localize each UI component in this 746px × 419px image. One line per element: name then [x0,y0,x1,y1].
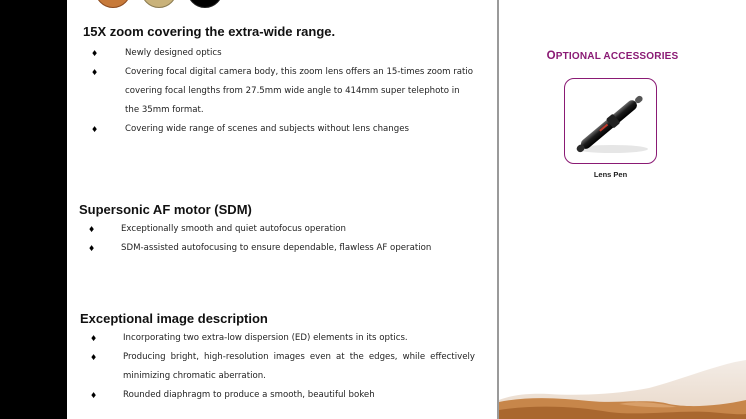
accessory-label: Lens Pen [593,170,628,179]
diamond-bullet-icon: ♦ [90,353,98,362]
lens-pen-icon [565,79,657,164]
bullet-list [67,220,497,258]
section-heading: Supersonic AF motor (SDM) [79,202,252,217]
diamond-bullet-icon: ♦ [91,125,99,134]
list-item: ♦ Incorporating two extra-low dispersion (ED) elements in its optics. [67,329,497,348]
section-heading: Exceptional image description [80,311,268,326]
accessory-card[interactable] [564,78,657,164]
feature-section-image [67,309,497,405]
diamond-bullet-icon: ♦ [88,244,96,253]
list-item: ♦ Producing bright, high-resolution images even at the edges, while effectively minimizing chromatic aberration. [67,348,497,386]
desert-image [499,360,746,419]
feature-column [67,0,497,419]
feature-section-zoom [67,22,497,139]
list-item: ♦ Exceptionally smooth and quiet autofocus operation [67,220,497,239]
list-item: ♦ Covering focal digital camera body, this zoom lens offers an 15-times zoom ratio covering focal lengths from 27.5mm wide angle to 414mm super telephoto in the 35mm format. [67,63,497,120]
list-item: ♦ Newly designed optics [67,44,497,63]
left-black-bar [0,0,67,419]
diamond-bullet-icon: ♦ [88,225,96,234]
list-item: ♦ Covering wide range of scenes and subjects without lens changes [67,120,497,139]
section-heading: 15X zoom covering the extra-wide range. [83,24,336,39]
diamond-bullet-icon: ♦ [91,68,99,77]
list-item: ♦ SDM-assisted autofocusing to ensure dependable, flawless AF operation [67,239,497,258]
bullet-list [67,329,497,405]
diamond-bullet-icon: ♦ [91,49,99,58]
accessories-sidebar [499,0,746,419]
accessories-title: OPTIONAL ACCESSORIES [546,50,679,62]
bullet-list [67,44,497,139]
list-item: ♦ Rounded diaphragm to produce a smooth, beautiful bokeh [67,386,497,405]
diamond-bullet-icon: ♦ [90,334,98,343]
feature-section-af-motor [67,200,497,258]
diamond-bullet-icon: ♦ [90,391,98,400]
